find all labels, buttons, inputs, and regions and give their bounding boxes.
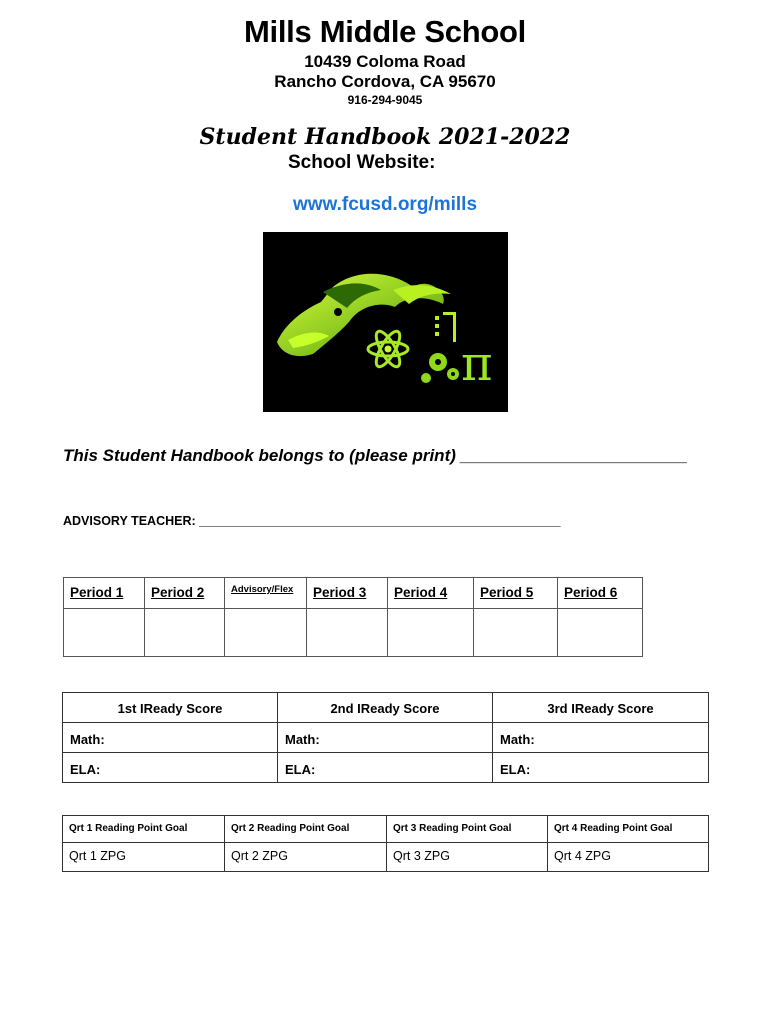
- period-4-cell[interactable]: [388, 609, 474, 657]
- qrt-3-goal-header: Qrt 3 Reading Point Goal: [387, 816, 548, 843]
- period-4-header: Period 4: [388, 578, 474, 609]
- iready-3-ela[interactable]: ELA:: [493, 753, 709, 783]
- qrt-1-goal-header: Qrt 1 Reading Point Goal: [63, 816, 225, 843]
- iready-score-table: [62, 692, 709, 783]
- period-2-cell[interactable]: [145, 609, 225, 657]
- qrt-3-zpg[interactable]: Qrt 3 ZPG: [387, 843, 548, 872]
- advisory-teacher-line[interactable]: ADVISORY TEACHER: ____________________________________________________: [63, 514, 561, 528]
- svg-text:π: π: [461, 336, 493, 392]
- mustang-science-logo-icon: [263, 232, 508, 412]
- period-5-cell[interactable]: [474, 609, 558, 657]
- period-6-header: Period 6: [558, 578, 643, 609]
- iready-2-header: 2nd IReady Score: [278, 693, 493, 723]
- handbook-title: Student Handbook 2021-2022: [199, 124, 571, 150]
- iready-2-ela[interactable]: ELA:: [278, 753, 493, 783]
- iready-3-math[interactable]: Math:: [493, 723, 709, 753]
- advisory-flex-cell[interactable]: [225, 609, 307, 657]
- qrt-4-zpg[interactable]: Qrt 4 ZPG: [548, 843, 709, 872]
- iready-1-math[interactable]: Math:: [63, 723, 278, 753]
- school-logo: [263, 232, 508, 412]
- table-row: [64, 578, 643, 609]
- qrt-2-goal-header: Qrt 2 Reading Point Goal: [225, 816, 387, 843]
- iready-1-ela[interactable]: ELA:: [63, 753, 278, 783]
- address-line-1: 10439 Coloma Road: [304, 52, 466, 71]
- period-3-cell[interactable]: [307, 609, 388, 657]
- table-row: [63, 816, 709, 843]
- period-1-cell[interactable]: [64, 609, 145, 657]
- qrt-2-zpg[interactable]: Qrt 2 ZPG: [225, 843, 387, 872]
- table-row: [63, 723, 709, 753]
- reading-goal-table: [62, 815, 709, 872]
- owner-line[interactable]: This Student Handbook belongs to (please print) ________________________: [63, 446, 688, 465]
- website-link[interactable]: www.fcusd.org/mills: [292, 194, 478, 215]
- school-name: Mills Middle School: [244, 14, 526, 49]
- advisory-flex-header: Advisory/Flex: [225, 578, 307, 609]
- table-row: [63, 843, 709, 872]
- period-schedule-table: [63, 577, 643, 657]
- phone-number: 916-294-9045: [347, 93, 423, 107]
- qrt-1-zpg[interactable]: Qrt 1 ZPG: [63, 843, 225, 872]
- period-5-header: Period 5: [474, 578, 558, 609]
- iready-2-math[interactable]: Math:: [278, 723, 493, 753]
- iready-1-header: 1st IReady Score: [63, 693, 278, 723]
- period-2-header: Period 2: [145, 578, 225, 609]
- iready-3-header: 3rd IReady Score: [493, 693, 709, 723]
- qrt-4-goal-header: Qrt 4 Reading Point Goal: [548, 816, 709, 843]
- table-row: [63, 753, 709, 783]
- website-label: School Website:: [288, 152, 436, 173]
- table-row: [64, 609, 643, 657]
- period-6-cell[interactable]: [558, 609, 643, 657]
- period-1-header: Period 1: [64, 578, 145, 609]
- period-3-header: Period 3: [307, 578, 388, 609]
- table-row: [63, 693, 709, 723]
- address-line-2: Rancho Cordova, CA 95670: [274, 72, 496, 91]
